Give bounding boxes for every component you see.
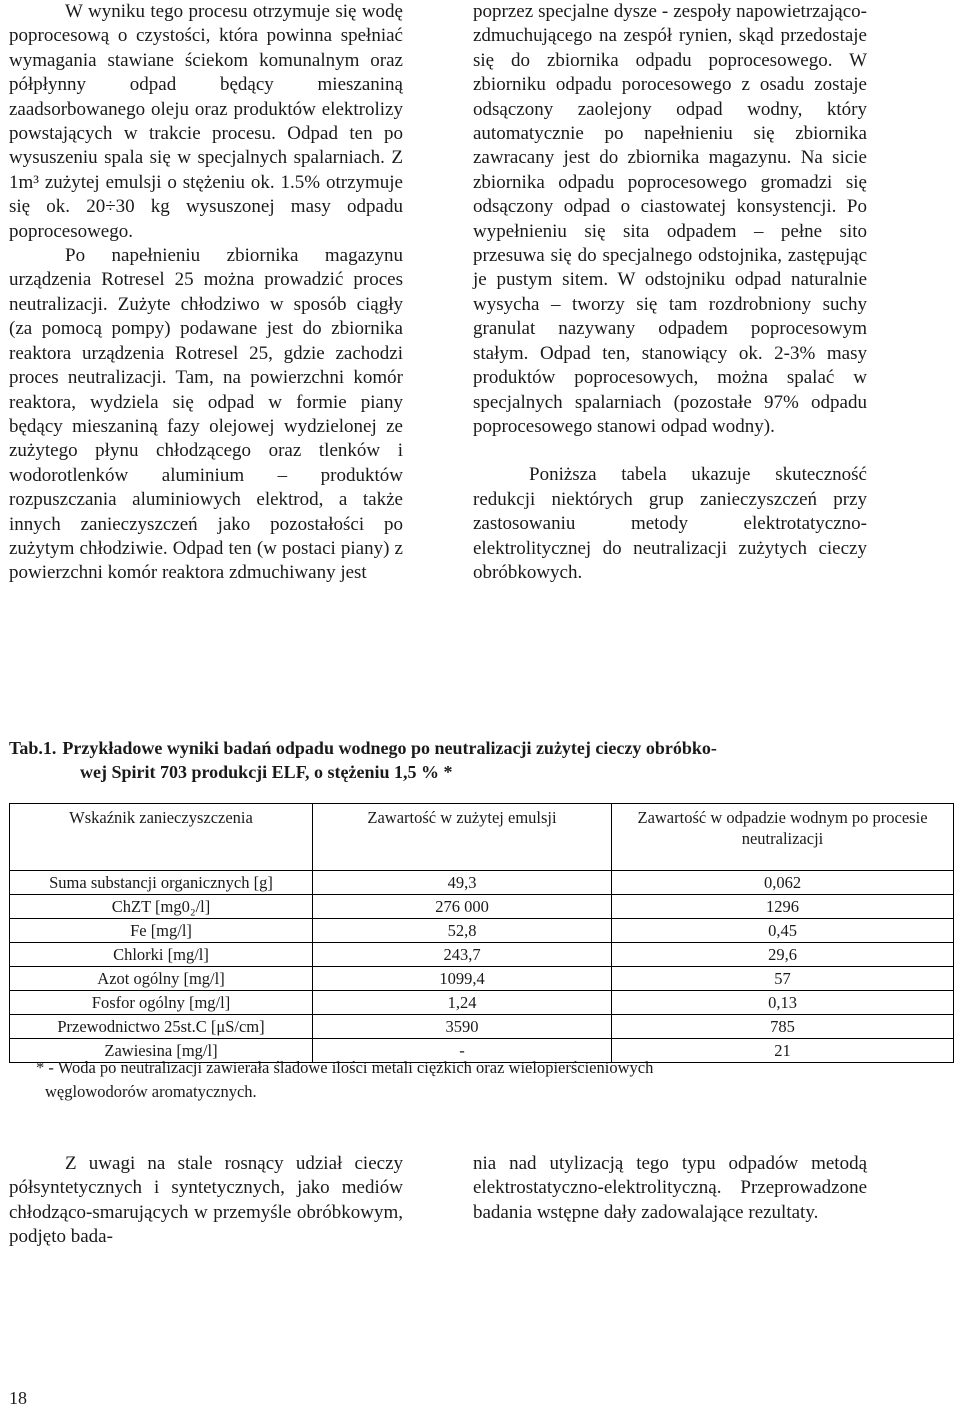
table-cell: 21 bbox=[612, 1039, 954, 1063]
table-cell: 1,24 bbox=[313, 991, 612, 1015]
table-cell: - bbox=[313, 1039, 612, 1063]
table-cell: 49,3 bbox=[313, 871, 612, 895]
table-row bbox=[10, 1015, 954, 1039]
table-cell: Zawiesina [mg/l] bbox=[10, 1039, 313, 1063]
paragraph: W wyniku tego procesu otrzymuje się wodę poprocesową o czystości, która powinna spełniać wymagania stawiane ściekom komunalnym oraz półpłynny odpad będący mieszaniną zaadsorbowanego oleju oraz produktów elektrolizy powstających w trakcie procesu. Odpad ten po wysuszeniu spala się w specjalnych spalarniach. Z 1m³ zużytej emulsji o stężeniu ok. 1.5% otrzymuje się ok. 20÷30 kg wysuszonej masy odpadu poprocesowego. bbox=[9, 1, 403, 242]
table-row bbox=[10, 943, 954, 967]
column-header: Wskaźnik zanieczyszczenia bbox=[10, 804, 313, 871]
paragraph: poprzez specjalne dysze - zespoły napowietrzająco-zdmuchującego na zespół rynien, skąd przedostaje się do zbiornika odpadu poprocesowego. W zbiorniku odpadu porocesowego z osadu zostaje odsączony zaolejony odpad wodny, który automatycznie po napełnieniu się zbiornika zawracany jest do zbiornika magazynu. Na sicie zbiornika odpadu poprocesowego gromadzi się odsączony odpad o ciastowatej konsystencji. Po wypełnieniu się sita odpadem – pełne sito przesuwa się do specjalnego odstojnika, zastępując je pustym sitem. W odstojniku odpad naturalnie wysycha – tworzy się tam rozdrobniony suchy granulat nazywany odpadem poprocesowym stałym. Odpad ten, stanowiący ok. 2-3% masy produktów poprocesowych, można spalać w specjalnych spalarniach (pozostałe 97% odpadu poprocesowego stanowi odpad wodny). bbox=[473, 1, 867, 437]
column-header: Zawartość w odpadzie wodnym po procesie neutralizacji bbox=[612, 804, 954, 871]
table-cell: 29,6 bbox=[612, 943, 954, 967]
table-cell: 276 000 bbox=[313, 895, 612, 919]
left-column bbox=[9, 0, 403, 586]
table-cell: Suma substancji organicznych [g] bbox=[10, 871, 313, 895]
table-caption-line: Przykładowe wyniki badań odpadu wodnego po neutralizacji zużytej cieczy obróbko- bbox=[62, 738, 717, 758]
table-cell: 1099,4 bbox=[313, 967, 612, 991]
table-cell: ChZT [mg0₂/l] bbox=[10, 895, 313, 919]
paragraph: Po napełnieniu zbiornika magazynu urządzenia Rotresel 25 można prowadzić proces neutralizacji. Zużyte chłodziwo w sposób ciągły (za pomocą pompy) podawane jest do zbiornika reaktora urządzenia Rotresel 25, gdzie zachodzi proces neutralizacji. Tam, na powierzchni komór reaktora, wydziela się odpad w formie piany będący mieszaniną fazy olejowej wydzielonej ze zużytego płynu chłodzącego oraz tlenków i wodorotlenków aluminium – produktów rozpuszczania aluminiowych elektrod, a także innych zanieczyszczeń jako pozostałości po zużytym chłodziwie. Odpad ten (w postaci piany) z powierzchni komór reaktora zdmuchiwany jest bbox=[9, 245, 403, 584]
table-cell: Fosfor ogólny [mg/l] bbox=[10, 991, 313, 1015]
table-row bbox=[10, 991, 954, 1015]
table-row bbox=[10, 871, 954, 895]
table-row bbox=[10, 895, 954, 919]
table-cell: Chlorki [mg/l] bbox=[10, 943, 313, 967]
table-cell: 0,062 bbox=[612, 871, 954, 895]
table-cell: 785 bbox=[612, 1015, 954, 1039]
paragraph: nia nad utylizacją tego typu odpadów metodą elektrostatyczno-elektrolityczną. Przeprowadzone badania wstępne dały zadowalające rezultaty. bbox=[473, 1153, 867, 1223]
table-cell: 0,45 bbox=[612, 919, 954, 943]
bottom-right-column bbox=[473, 1152, 867, 1225]
results-table bbox=[9, 803, 954, 1063]
table-cell: Przewodnictwo 25st.C [μS/cm] bbox=[10, 1015, 313, 1039]
column-header: Zawartość w zużytej emulsji bbox=[313, 804, 612, 871]
right-column bbox=[473, 0, 867, 585]
table-caption-line: wej Spirit 703 produkcji ELF, o stężeniu 1,5 % * bbox=[80, 762, 453, 782]
table-cell: 3590 bbox=[313, 1015, 612, 1039]
paragraph: Z uwagi na stale rosnący udział cieczy półsyntetycznych i syntetycznych, jako mediów chłodząco-smarujących w przemyśle obróbkowym, podjęto bada- bbox=[9, 1153, 403, 1248]
table-cell: Fe [mg/l] bbox=[10, 919, 313, 943]
table-row bbox=[10, 967, 954, 991]
bottom-left-column bbox=[9, 1152, 403, 1250]
table-note-line: węglowodorów aromatycznych. bbox=[45, 1082, 257, 1101]
table-caption-label: Tab.1. bbox=[9, 738, 57, 758]
table-caption bbox=[9, 736, 869, 784]
table-header-row bbox=[10, 804, 954, 871]
table-cell: 52,8 bbox=[313, 919, 612, 943]
table-cell: Azot ogólny [mg/l] bbox=[10, 967, 313, 991]
table-note bbox=[36, 1056, 916, 1104]
table-cell: 1296 bbox=[612, 895, 954, 919]
page-number: 18 bbox=[9, 1388, 27, 1408]
paragraph: Poniższa tabela ukazuje skuteczność redukcji niektórych grup zanieczyszczeń przy zastosowaniu metody elektrotatyczno-elektrolitycznej do neutralizacji zużytych cieczy obróbkowych. bbox=[473, 464, 867, 583]
table-note-line: * - Woda po neutralizacji zawierała śladowe ilości metali ciężkich oraz wielopierścieniowych bbox=[36, 1058, 654, 1077]
table-cell: 57 bbox=[612, 967, 954, 991]
table-cell: 243,7 bbox=[313, 943, 612, 967]
table-row bbox=[10, 919, 954, 943]
table-cell: 0,13 bbox=[612, 991, 954, 1015]
